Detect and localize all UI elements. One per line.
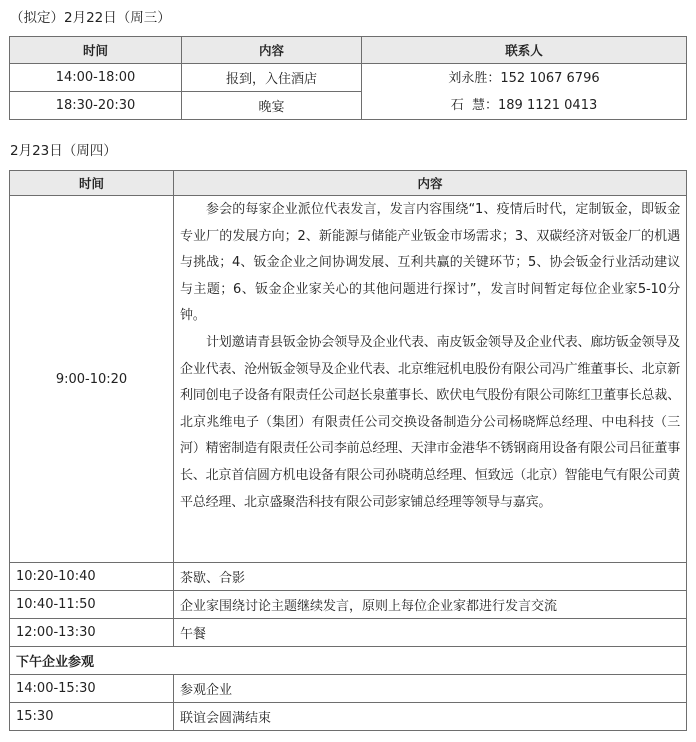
section-row [10, 647, 687, 675]
time-cell: 18:30-20:30 [10, 92, 182, 120]
section-heading: 下午企业参观 [10, 647, 687, 675]
time-cell: 14:00-18:00 [10, 64, 182, 92]
header-time: 时间 [10, 37, 182, 64]
contact-cell [362, 64, 687, 120]
table-header-row [10, 171, 687, 196]
table-row [10, 64, 687, 92]
guest-list: 计划邀请青县钣金协会领导及企业代表、南皮钣金领导及企业代表、廊坊钣金领导及企业代表、沧州钣金领导及企业代表、北京维冠机电股份有限公司冯广维董事长、北京新利同创电子设备有限责任公司赵长泉董事长、欧伏电气股份有限公司陈红卫董事长总裁、北京兆维电子（集团）有限责任公司交换设备制造分公司杨晓辉总经理、中电科技（三河）精密制造有限责任公司李前总经理、天津市金港华不锈钢商用设备有限公司吕征董事长、北京首信圆方机电设备有限公司孙晓萌总经理、恒致远（北京）智能电气有限公司黄平总经理、北京盛聚浩科技有限公司彭家铺总经理等领导与嘉宾。 [180, 334, 680, 510]
content-cell: 企业家围绕讨论主题继续发言，原则上每位企业家都进行发言交流 [174, 591, 687, 619]
content-cell: 晚宴 [182, 92, 362, 120]
day2-schedule-table [9, 170, 687, 731]
day1-title: （拟定）2月22日（周三） [10, 10, 171, 26]
content-cell: 茶歇、合影 [174, 563, 687, 591]
table-row [10, 619, 687, 647]
content-cell: 午餐 [174, 619, 687, 647]
header-content: 内容 [182, 37, 362, 64]
time-cell: 9:00-10:20 [10, 196, 174, 563]
table-row [10, 591, 687, 619]
content-cell [174, 196, 687, 563]
time-cell: 12:00-13:30 [10, 619, 174, 647]
content-cell: 报到，入住酒店 [182, 64, 362, 92]
day1-schedule-table [9, 36, 687, 120]
table-row [10, 563, 687, 591]
table-row [10, 675, 687, 703]
time-cell: 10:40-11:50 [10, 591, 174, 619]
time-cell: 10:20-10:40 [10, 563, 174, 591]
table-row [10, 196, 687, 563]
time-cell: 14:00-15:30 [10, 675, 174, 703]
time-cell: 15:30 [10, 703, 174, 731]
header-content: 内容 [174, 171, 687, 196]
table-row [10, 703, 687, 731]
table-header-row [10, 37, 687, 64]
contact-shi: 石 慧：189 1121 0413 [450, 97, 598, 113]
contact-liu: 刘永胜：152 1067 6796 [448, 70, 600, 86]
speech-description: 参会的每家企业派位代表发言，发言内容围绕“1、疫情后时代，定制钣金，即钣金专业厂的发展方向；2、新能源与储能产业钣金市场需求；3、双碳经济对钣金厂的机遇与挑战；4、钣金企业之间协调发展、互利共赢的关键环节；5、协会钣金行业活动建议与主题；6、钣金企业家关心的其他问题进行探讨”，发言时间暂定每位企业家5-10分钟。 [180, 202, 680, 324]
content-cell: 参观企业 [174, 675, 687, 703]
header-time: 时间 [10, 171, 174, 196]
header-contact: 联系人 [362, 37, 687, 64]
day2-title: 2月23日（周四） [10, 143, 117, 159]
content-cell: 联谊会圆满结束 [174, 703, 687, 731]
